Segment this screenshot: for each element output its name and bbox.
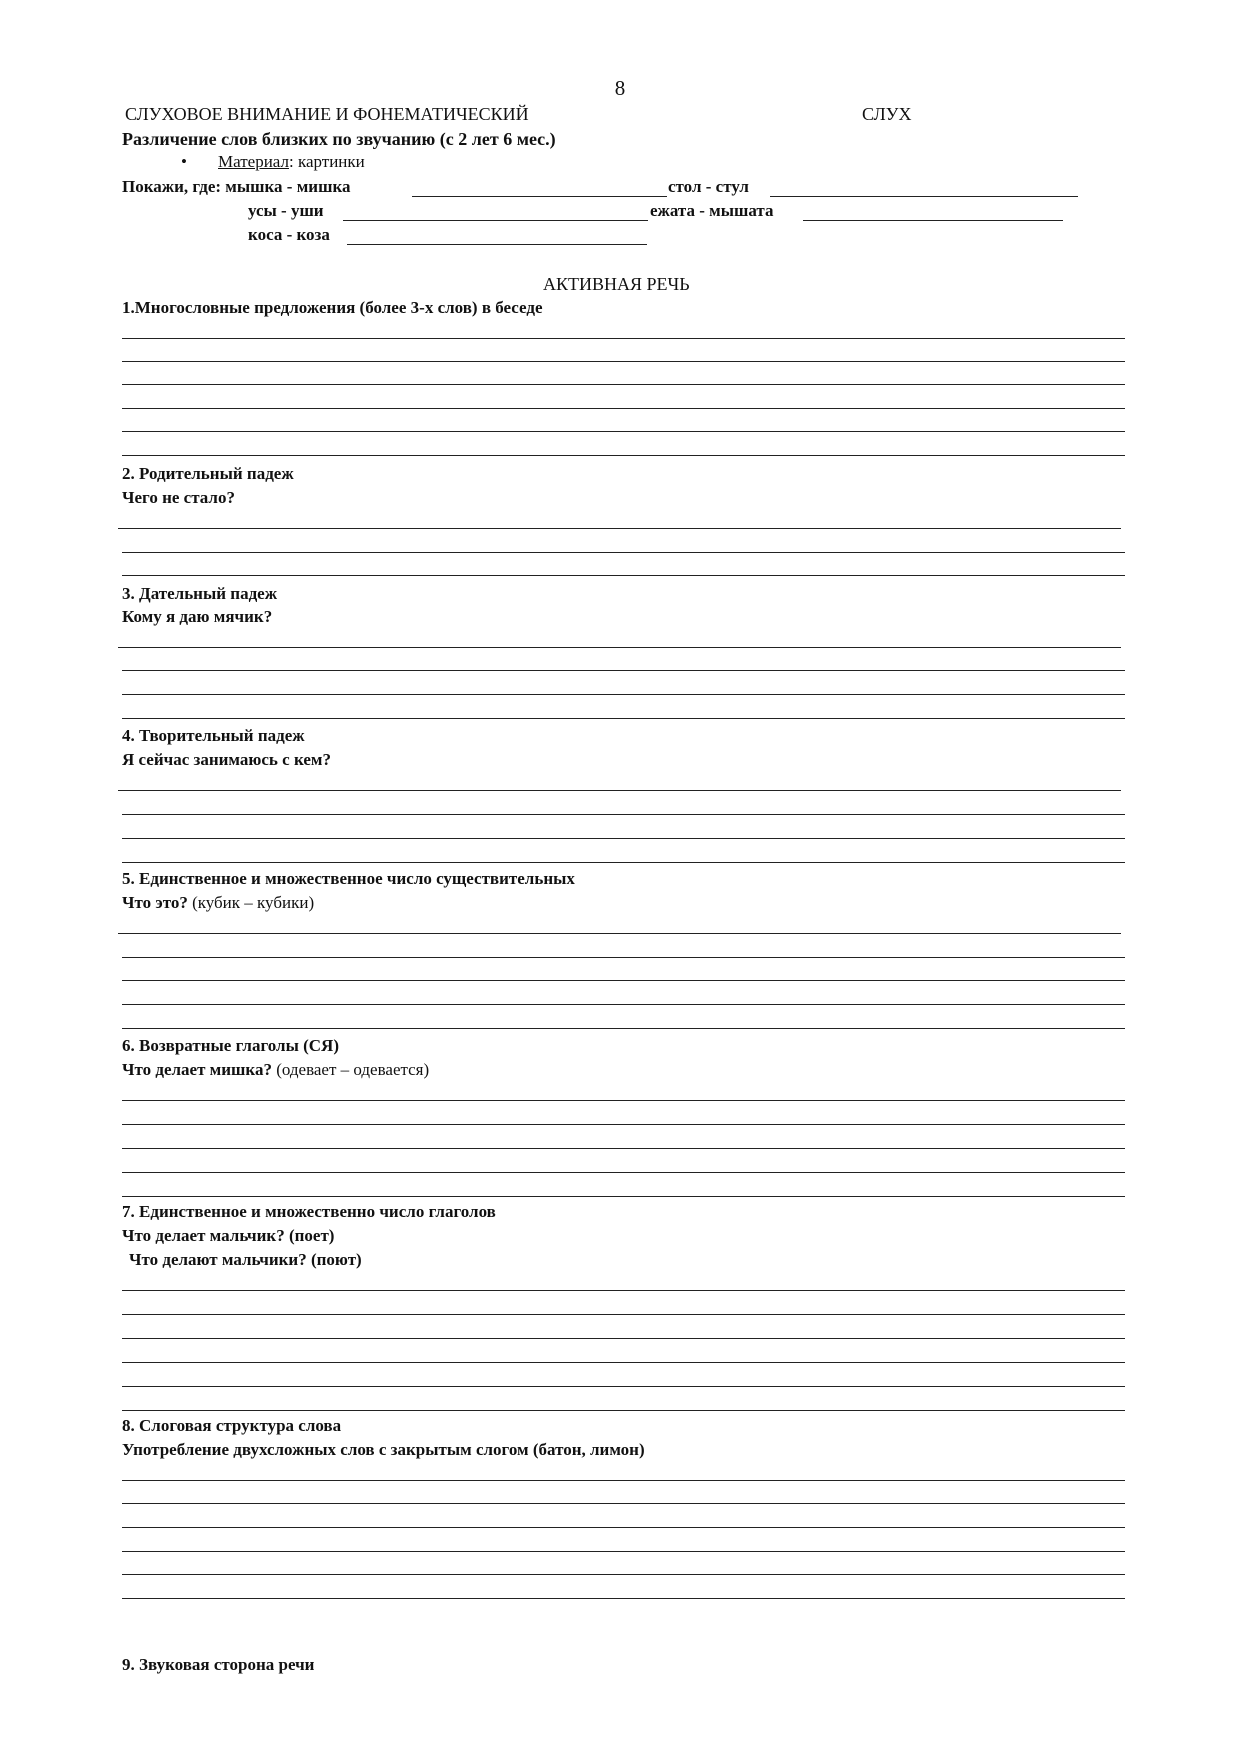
section-5-question-rest: (кубик – кубики): [187, 893, 315, 912]
section-7-question-1: Что делает мальчик? (поет): [122, 1226, 335, 1245]
show-pair-table-chair: стол - стул: [668, 177, 749, 196]
answer-field[interactable]: [412, 196, 667, 197]
section-2-title: 2. Родительный падеж: [122, 464, 294, 483]
show-pair-hedgehogs-mice: ежата - мышата: [650, 201, 774, 220]
answer-line[interactable]: [122, 384, 1125, 385]
answer-line[interactable]: [122, 575, 1125, 576]
answer-field[interactable]: [770, 196, 1078, 197]
answer-line[interactable]: [122, 1598, 1125, 1599]
section-9-title: 9. Звуковая сторона речи: [122, 1655, 315, 1674]
answer-line[interactable]: [122, 1480, 1125, 1481]
answer-line[interactable]: [122, 1148, 1125, 1149]
answer-field[interactable]: [343, 220, 648, 221]
show-pair-whiskers-ears: усы - уши: [248, 201, 324, 220]
section-6-question-bold: Что делает мишка?: [122, 1060, 272, 1079]
page-number: 8: [614, 76, 626, 100]
answer-line[interactable]: [122, 1314, 1125, 1315]
answer-line[interactable]: [118, 933, 1121, 934]
answer-field[interactable]: [347, 244, 647, 245]
answer-line[interactable]: [122, 1100, 1125, 1101]
section-6-question: [122, 1060, 429, 1080]
section-7-title: 7. Единственное и множественно число глаголов: [122, 1202, 496, 1221]
section-2-question: Чего не стало?: [122, 488, 235, 507]
answer-line[interactable]: [122, 1527, 1125, 1528]
section-5-question-bold: Что это?: [122, 893, 188, 912]
answer-line[interactable]: [118, 647, 1121, 648]
section-title-left: СЛУХОВОЕ ВНИМАНИЕ И ФОНЕМАТИЧЕСКИЙ: [125, 104, 529, 124]
answer-line[interactable]: [122, 408, 1125, 409]
show-prompt: Покажи, где: мышка - мишка: [122, 177, 351, 196]
answer-line[interactable]: [122, 455, 1125, 456]
answer-line[interactable]: [122, 718, 1125, 719]
answer-line[interactable]: [122, 980, 1125, 981]
answer-line[interactable]: [122, 838, 1125, 839]
answer-line[interactable]: [122, 361, 1125, 362]
active-speech-title: АКТИВНАЯ РЕЧЬ: [543, 274, 690, 294]
section-1-title: 1.Многословные предложения (более 3-х слов) в беседе: [122, 298, 543, 317]
section-7-question-2: Что делают мальчики? (поют): [129, 1250, 362, 1269]
section-8-title: 8. Слоговая структура слова: [122, 1416, 342, 1435]
section-4-title: 4. Творительный падеж: [122, 726, 305, 745]
answer-line[interactable]: [122, 1004, 1125, 1005]
show-pair-braid-goat: коса - коза: [248, 225, 330, 244]
material-label: Материал: [218, 152, 289, 171]
section-5-title: 5. Единственное и множественное число существительных: [122, 869, 575, 888]
answer-line[interactable]: [122, 814, 1125, 815]
section-6-question-rest: (одевает – одевается): [271, 1060, 430, 1079]
section-3-title: 3. Дательный падеж: [122, 584, 278, 603]
answer-line[interactable]: [122, 338, 1125, 339]
subtitle: Различение слов близких по звучанию (с 2 лет 6 мес.): [122, 129, 556, 149]
answer-line[interactable]: [122, 1574, 1125, 1575]
answer-line[interactable]: [122, 1196, 1125, 1197]
answer-line[interactable]: [122, 1290, 1125, 1291]
answer-line[interactable]: [122, 431, 1125, 432]
answer-line[interactable]: [118, 790, 1121, 791]
answer-line[interactable]: [122, 1172, 1125, 1173]
answer-line[interactable]: [122, 1503, 1125, 1504]
answer-line[interactable]: [122, 1362, 1125, 1363]
section-4-question: Я сейчас занимаюсь с кем?: [122, 750, 331, 769]
answer-line[interactable]: [118, 528, 1121, 529]
answer-field[interactable]: [803, 220, 1063, 221]
answer-line[interactable]: [122, 1124, 1125, 1125]
answer-line[interactable]: [122, 1551, 1125, 1552]
answer-line[interactable]: [122, 552, 1125, 553]
section-8-question: Употребление двухсложных слов с закрытым слогом (батон, лимон): [122, 1440, 645, 1459]
answer-line[interactable]: [122, 694, 1125, 695]
material-value: : картинки: [288, 152, 365, 171]
material-bullet: •: [181, 152, 187, 171]
section-5-question: [122, 893, 314, 913]
answer-line[interactable]: [122, 1386, 1125, 1387]
answer-line[interactable]: [122, 1410, 1125, 1411]
answer-line[interactable]: [122, 1338, 1125, 1339]
answer-line[interactable]: [122, 1028, 1125, 1029]
section-6-title: 6. Возвратные глаголы (СЯ): [122, 1036, 339, 1055]
answer-line[interactable]: [122, 670, 1125, 671]
section-title-right: СЛУХ: [862, 104, 912, 124]
answer-line[interactable]: [122, 957, 1125, 958]
answer-line[interactable]: [122, 862, 1125, 863]
section-3-question: Кому я даю мячик?: [122, 607, 273, 626]
material-line: [218, 152, 365, 172]
